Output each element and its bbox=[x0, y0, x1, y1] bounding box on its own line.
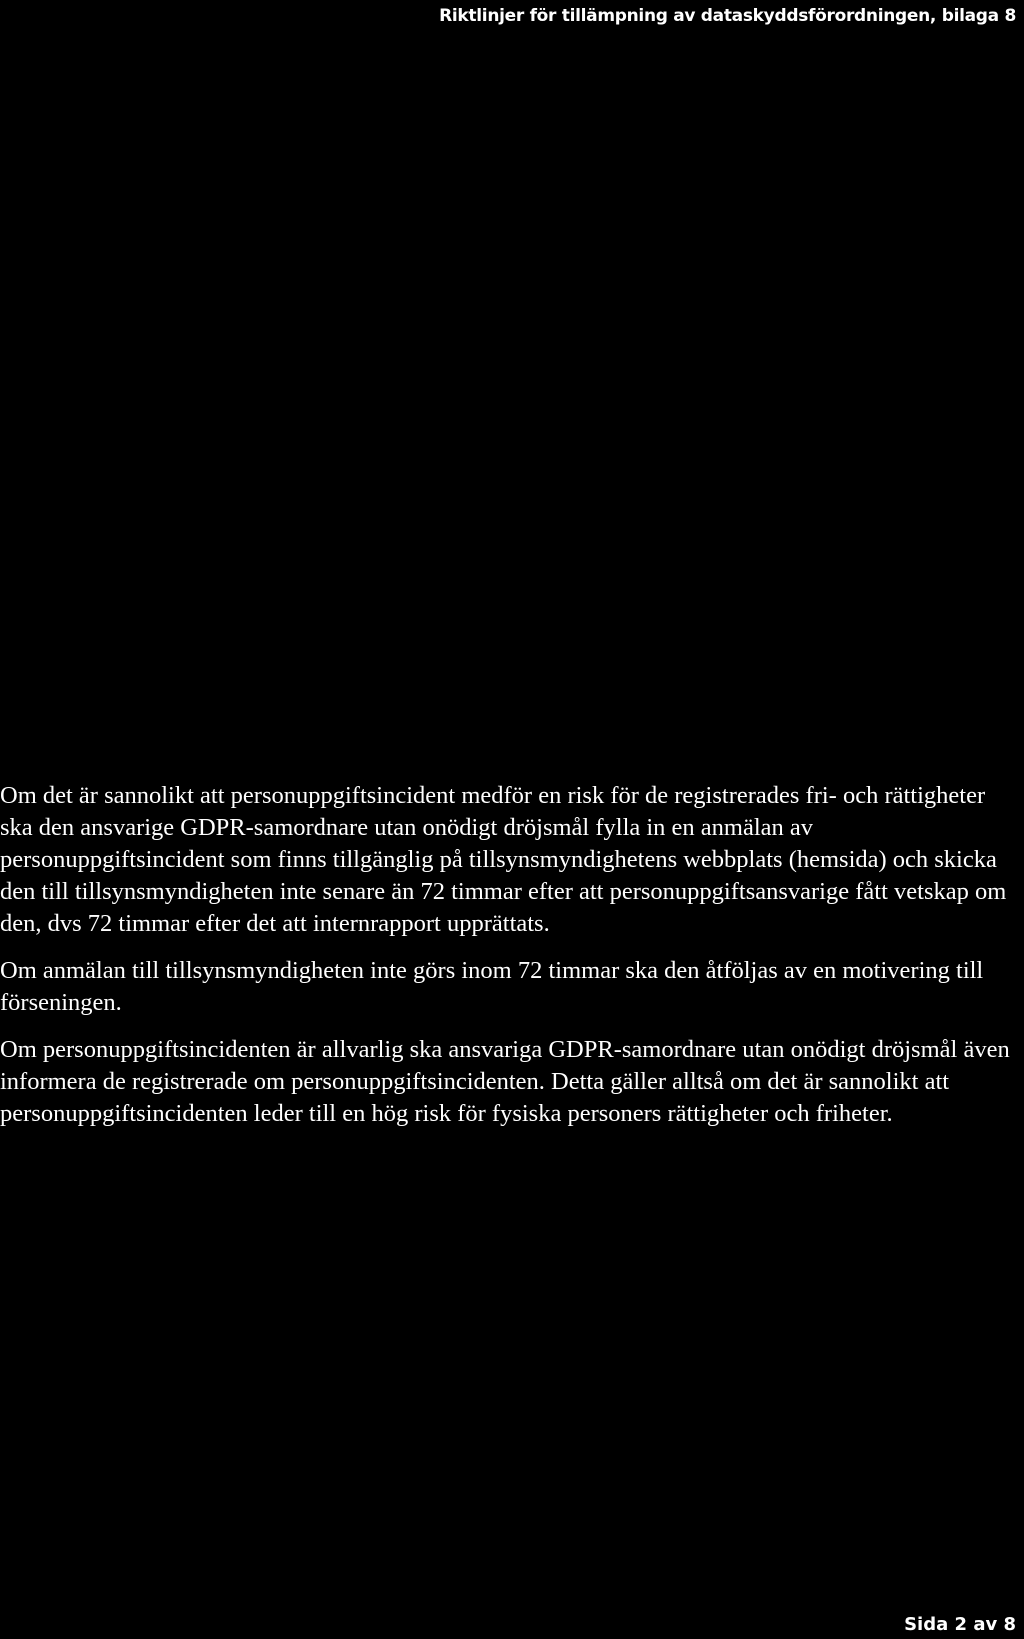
running-header: Riktlinjer för tillämpning av dataskyddsförordningen, bilaga 8 bbox=[439, 6, 1016, 26]
paragraph-notification: Om det är sannolikt att personuppgiftsincident medför en risk för de registrerades fri- och rättigheter ska den ansvarige GDPR-samordnare utan onödigt dröjsmål fylla in en anmälan av personuppgiftsincident som finns tillgänglig på tillsynsmyndighetens webbplats (hemsida) och skicka den till tillsynsmyndigheten inte senare än 72 timmar efter att personuppgiftsansvarige fått vetskap om den, dvs 72 timmar efter det att internrapport upprättats. bbox=[0, 782, 1007, 937]
paragraph-delay-motivation: Om anmälan till tillsynsmyndigheten inte görs inom 72 timmar ska den åtföljas av en motivering till förseningen. bbox=[0, 957, 984, 1016]
body-text bbox=[0, 780, 1010, 1145]
page-number: Sida 2 av 8 bbox=[904, 1614, 1016, 1635]
paragraph-inform-data-subjects: Om personuppgiftsincidenten är allvarlig ska ansvariga GDPR-samordnare utan onödigt dröjsmål även informera de registrerade om personuppgiftsincidenten. Detta gäller alltså om det är sannolikt att personuppgiftsincidenten leder till en hög risk för fysiska personers rättigheter och friheter. bbox=[0, 1036, 1010, 1127]
